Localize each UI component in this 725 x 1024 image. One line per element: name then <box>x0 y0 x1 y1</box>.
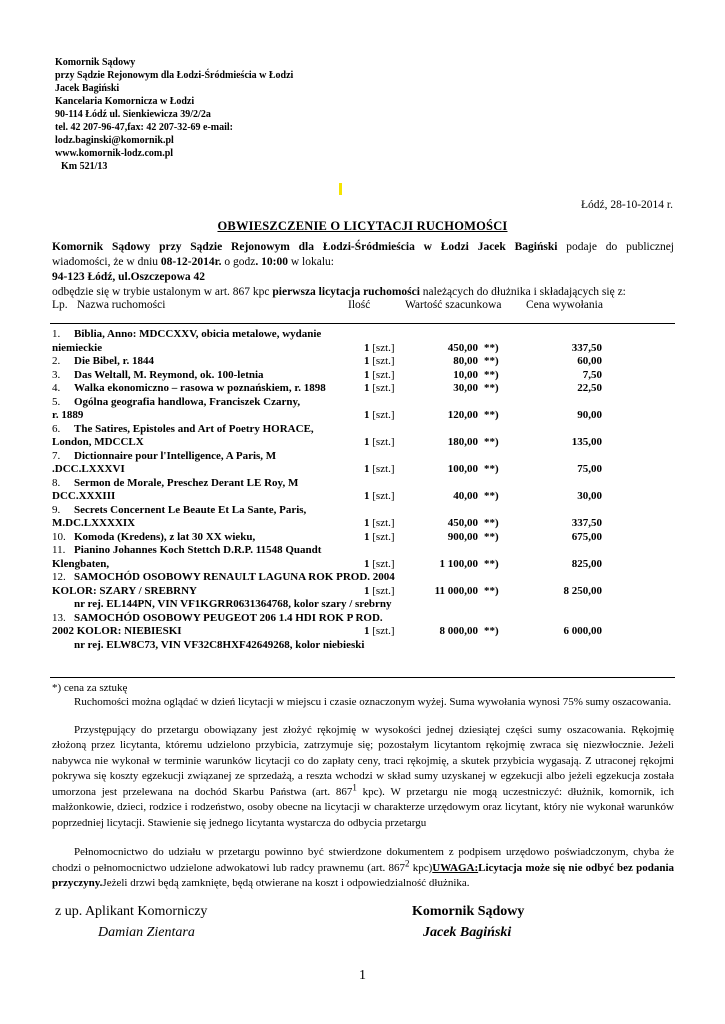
quantity-unit: [szt.] <box>372 436 395 448</box>
item-number: 10. <box>52 530 66 543</box>
item-name-continued: Klengbaten, <box>52 557 110 570</box>
item-bid: 30,00 <box>577 490 602 502</box>
item-number: 2. <box>52 355 61 367</box>
letterhead-line: tel. 42 207-96-47,fax: 42 207-32-69 e-mail: <box>55 122 234 133</box>
item-quantity <box>364 355 395 369</box>
item-name: Komoda (Kredens), z lat 30 XX wieku, <box>74 530 256 543</box>
item-value: 100,00 <box>447 463 478 475</box>
item-quantity <box>364 369 395 383</box>
item-bid: 6 000,00 <box>563 625 602 637</box>
quantity-unit: [szt.] <box>372 382 395 394</box>
item-number: 6. <box>52 422 61 435</box>
item-value: 120,00 <box>447 409 478 421</box>
table-row <box>52 625 674 639</box>
table-row <box>52 463 674 477</box>
item-quantity <box>364 436 395 450</box>
item-value: 900,00 <box>447 530 478 543</box>
item-value: 450,00 <box>447 517 478 529</box>
table-row <box>52 517 674 531</box>
item-bid: 8 250,00 <box>563 584 602 597</box>
item-number: 4. <box>52 382 61 394</box>
item-name: Die Bibel, r. 1844 <box>74 355 154 367</box>
item-value-mark: **) <box>484 584 499 597</box>
item-bid: 7,50 <box>582 368 602 381</box>
item-value-mark: **) <box>484 517 499 529</box>
table-row <box>52 423 674 437</box>
table-header <box>52 299 674 315</box>
item-name-continued: .DCC.LXXXVI <box>52 463 125 475</box>
item-value: 450,00 <box>447 341 478 354</box>
item-name-continued: M.DC.LXXXXIX <box>52 517 136 529</box>
item-value: 8 000,00 <box>439 625 478 637</box>
item-value-mark: **) <box>484 530 499 543</box>
table-row <box>52 328 674 342</box>
item-quantity <box>364 558 395 572</box>
quantity-value: 1 <box>364 584 370 597</box>
intro-line-1: Komornik Sądowy przy Sądzie Rejonowym dla Łodzi-Śródmieścia w Łodzi Jacek Bagiński podaje do publicznej <box>52 241 674 253</box>
item-value: 30,00 <box>453 382 478 394</box>
table-row <box>52 409 674 423</box>
item-number: 11. <box>52 544 66 556</box>
quantity-value: 1 <box>364 341 370 354</box>
item-number: 5. <box>52 395 61 408</box>
item-quantity <box>364 490 395 504</box>
item-value-mark: **) <box>484 557 499 570</box>
letterhead-line: www.komornik-lodz.com.pl <box>55 148 174 159</box>
auction-address: 94-123 Łódź, ul.Oszczepowa 42 <box>52 271 206 283</box>
item-name-continued: London, MDCCLX <box>52 436 144 448</box>
table-row <box>52 490 674 504</box>
quantity-value: 1 <box>364 368 370 381</box>
quantity-unit: [szt.] <box>372 409 395 421</box>
letterhead-line: Jacek Bagiński <box>55 83 120 94</box>
intro-paragraph <box>52 240 674 300</box>
col-value: Wartość szacunkowa <box>405 299 502 311</box>
col-name: Nazwa ruchomości <box>77 299 166 311</box>
quantity-unit: [szt.] <box>372 625 395 637</box>
quantity-value: 1 <box>364 409 370 421</box>
quantity-value: 1 <box>364 530 370 543</box>
item-quantity <box>364 342 395 356</box>
item-detail: nr rej. ELW8C73, VIN VF32C8HXF42649268, kolor niebieski <box>74 638 365 651</box>
item-value-mark: **) <box>484 490 499 502</box>
quantity-value: 1 <box>364 517 370 529</box>
quantity-value: 1 <box>364 436 370 448</box>
quantity-unit: [szt.] <box>372 355 395 367</box>
quantity-value: 1 <box>364 355 370 367</box>
item-bid: 60,00 <box>577 355 602 367</box>
right-signature: Komornik Sądowy Jacek Bagiński <box>412 904 525 940</box>
col-qty: Ilość <box>348 299 371 311</box>
item-quantity <box>364 463 395 477</box>
table-row <box>52 571 674 585</box>
item-value-mark: **) <box>484 625 499 637</box>
item-name: Walka ekonomiczno – rasowa w poznańskiem, r. 1898 <box>74 382 326 394</box>
letterhead-line: lodz.baginski@komornik.pl <box>55 135 174 146</box>
quantity-unit: [szt.] <box>372 557 395 570</box>
table-row <box>52 544 674 558</box>
quantity-value: 1 <box>364 463 370 475</box>
letterhead-line: 90-114 Łódź ul. Sienkiewicza 39/2/2a <box>55 109 211 120</box>
item-detail: nr rej. EL144PN, VIN VF1KGRR0631364768, kolor szary / srebrny <box>74 598 392 610</box>
col-bid: Cena wywołania <box>526 299 603 311</box>
item-name: Sermon de Morale, Preschez Derant LE Roy, M <box>74 476 299 489</box>
item-bid: 135,00 <box>571 436 602 448</box>
letterhead-line: Komornik Sądowy <box>55 57 136 68</box>
table-row <box>52 382 674 396</box>
letterhead <box>55 56 293 173</box>
item-value-mark: **) <box>484 368 499 381</box>
table-row <box>52 598 674 612</box>
case-number: Km 521/13 <box>61 161 108 172</box>
item-name-continued: niemieckie <box>52 341 103 354</box>
item-value-mark: **) <box>484 355 499 367</box>
item-name: SAMOCHÓD OSOBOWY PEUGEOT 206 1.4 HDI ROK P ROD. <box>74 611 383 624</box>
quantity-unit: [szt.] <box>372 341 395 354</box>
item-bid: 337,50 <box>571 517 602 529</box>
item-number: 13. <box>52 611 66 624</box>
item-name: Pianino Johannes Koch Stettch D.R.P. 11548 Quandt <box>74 544 322 556</box>
footnote: *) cena za sztukę <box>52 682 128 694</box>
quantity-unit: [szt.] <box>372 463 395 475</box>
quantity-value: 1 <box>364 490 370 502</box>
item-value-mark: **) <box>484 341 499 354</box>
letterhead-line: przy Sądzie Rejonowym dla Łodzi-Śródmieścia w Łodzi <box>55 70 294 81</box>
item-value-mark: **) <box>484 409 499 421</box>
table-row <box>52 342 674 356</box>
table-row <box>52 612 674 626</box>
table-row <box>52 585 674 599</box>
item-value: 1 100,00 <box>439 557 478 570</box>
quantity-unit: [szt.] <box>372 517 395 529</box>
table-row <box>52 477 674 491</box>
item-quantity <box>364 409 395 423</box>
quantity-unit: [szt.] <box>372 490 395 502</box>
item-number: 9. <box>52 503 61 516</box>
quantity-value: 1 <box>364 557 370 570</box>
notes <box>52 681 674 892</box>
table-row <box>52 558 674 572</box>
quantity-value: 1 <box>364 625 370 637</box>
item-name: Das Weltall, M. Reymond, ok. 100-letnia <box>74 368 264 381</box>
highlight-marker <box>339 183 342 195</box>
item-quantity <box>364 382 395 396</box>
item-value-mark: **) <box>484 382 499 394</box>
item-quantity <box>364 625 395 639</box>
letterhead-line: Kancelaria Komornicza w Łodzi <box>55 96 195 107</box>
intro-line-4: odbędzie się w trybie ustalonym w art. 867 kpc pierwsza licytacja ruchomości należących do dłużnika i składających się z: <box>52 286 626 298</box>
items-table <box>52 328 674 652</box>
item-value-mark: **) <box>484 463 499 475</box>
quantity-unit: [szt.] <box>372 368 395 381</box>
item-number: 8. <box>52 476 61 489</box>
table-row <box>52 355 674 369</box>
item-name-continued: KOLOR: SZARY / SREBRNY <box>52 584 197 597</box>
item-bid: 825,00 <box>571 557 602 570</box>
table-row <box>52 531 674 545</box>
item-bid: 675,00 <box>571 530 602 543</box>
quantity-unit: [szt.] <box>372 584 395 597</box>
document-date: Łódź, 28-10-2014 r. <box>581 199 673 211</box>
item-number: 1. <box>52 328 61 340</box>
left-signature: z up. Aplikant Komorniczy Damian Zientara <box>55 904 208 940</box>
item-value: 40,00 <box>453 490 478 502</box>
quantity-unit: [szt.] <box>372 530 395 543</box>
table-row <box>52 369 674 383</box>
item-name-continued: DCC.XXXIII <box>52 490 116 502</box>
item-value: 180,00 <box>447 436 478 448</box>
table-row <box>52 436 674 450</box>
table-bottom-rule <box>50 677 675 678</box>
item-name: The Satires, Epistoles and Art of Poetry HORACE, <box>74 422 314 435</box>
quantity-value: 1 <box>364 382 370 394</box>
item-name-continued: r. 1889 <box>52 409 84 421</box>
table-top-rule <box>50 323 675 324</box>
item-value: 11 000,00 <box>434 584 478 597</box>
col-lp: Lp. <box>52 299 68 311</box>
item-name-continued: 2002 KOLOR: NIEBIESKI <box>52 625 182 637</box>
item-name: Biblia, Anno: MDCCXXV, obicia metalowe, wydanie <box>74 328 322 340</box>
item-quantity <box>364 517 395 531</box>
item-bid: 337,50 <box>571 341 602 354</box>
item-number: 7. <box>52 449 61 462</box>
table-row <box>52 504 674 518</box>
item-name: Ogólna geografia handlowa, Franciszek Czarny, <box>74 395 301 408</box>
power-of-attorney-paragraph: Pełnomocnictwo do udziału w przetargu powinno być stwierdzone dokumentem z podpisem urzędowo poświadczonym, chyba że chodzi o pełnomocnictwo udzielone adwokatowi lub radcy prawnemu (art. $867^2$ kpc)UWAGA:Licytacja może się nie odbyć bez podania przyczyny.Jeżeli drzwi będą zamknięte, będą otwierane na koszt i odpowiedzialność dłużnika. <box>52 846 674 889</box>
item-name: Secrets Concernent Le Beaute Et La Sante, Paris, <box>74 503 307 516</box>
item-number: 3. <box>52 368 61 381</box>
item-bid: 90,00 <box>577 409 602 421</box>
item-bid: 22,50 <box>577 382 602 394</box>
viewing-paragraph: Ruchomości można oglądać w dzień licytacji w miejscu i czasie oznaczonym wyżej. Suma wywołania wynosi 75% sumy oszacowania. <box>74 696 672 708</box>
item-quantity <box>364 531 395 545</box>
item-bid: 75,00 <box>577 463 602 475</box>
item-value-mark: **) <box>484 436 499 448</box>
table-row <box>52 639 674 653</box>
item-name: SAMOCHÓD OSOBOWY RENAULT LAGUNA ROK PROD. 2004 <box>74 571 395 583</box>
intro-line-2: wiadomości, że w dniu 08-12-2014r. o godz. 10:00 w lokalu: <box>52 256 334 268</box>
deposit-paragraph: Przystępujący do przetargu obowiązany jest złożyć rękojmię w wysokości jednej dziesiątej części sumy oszacowania. Rękojmię złożoną przez licytanta, któremu udzielono przybicia, zatrzymuje się; pozostałym licytantom rękojmię zwraca się niezwłocznie. Jeżeli nabywca nie wykonał w terminie warunków licytacji co do zapłaty ceny, traci rękojmię, a skutek przybicia wygasają. Z utraconej rękojmi pokrywa się koszty egzekucji związanej ze sprzedażą, a reszta wchodzi w skład sumy uzyskanej w egzekucji albo jeżeli egzekucja została umorzona jest przelewana na dochód Skarbu Państwa (art. $867^1$ kpc). W przetargu nie mogą uczestniczyć: dłużnik, komornik, ich małżonkowie, dzieci, rodzice i rodzeństwo, osoby obecne na licytacji w charakterze urzędowym oraz licytant, który nie wykonał warunków poprzedniej licytacji. Stawienie się jednego licytanta wystarcza do odbycia przetargu <box>52 723 674 829</box>
item-value: 80,00 <box>453 355 478 367</box>
item-name: Dictionnaire pour l'Intelligence, A Paris, M <box>74 449 277 462</box>
table-row <box>52 396 674 410</box>
table-row <box>52 450 674 464</box>
item-number: 12. <box>52 571 66 583</box>
item-value: 10,00 <box>453 368 478 381</box>
page-number: 1 <box>359 968 366 983</box>
document-title: OBWIESZCZENIE O LICYTACJI RUCHOMOŚCI <box>217 219 508 233</box>
item-quantity <box>364 585 395 599</box>
